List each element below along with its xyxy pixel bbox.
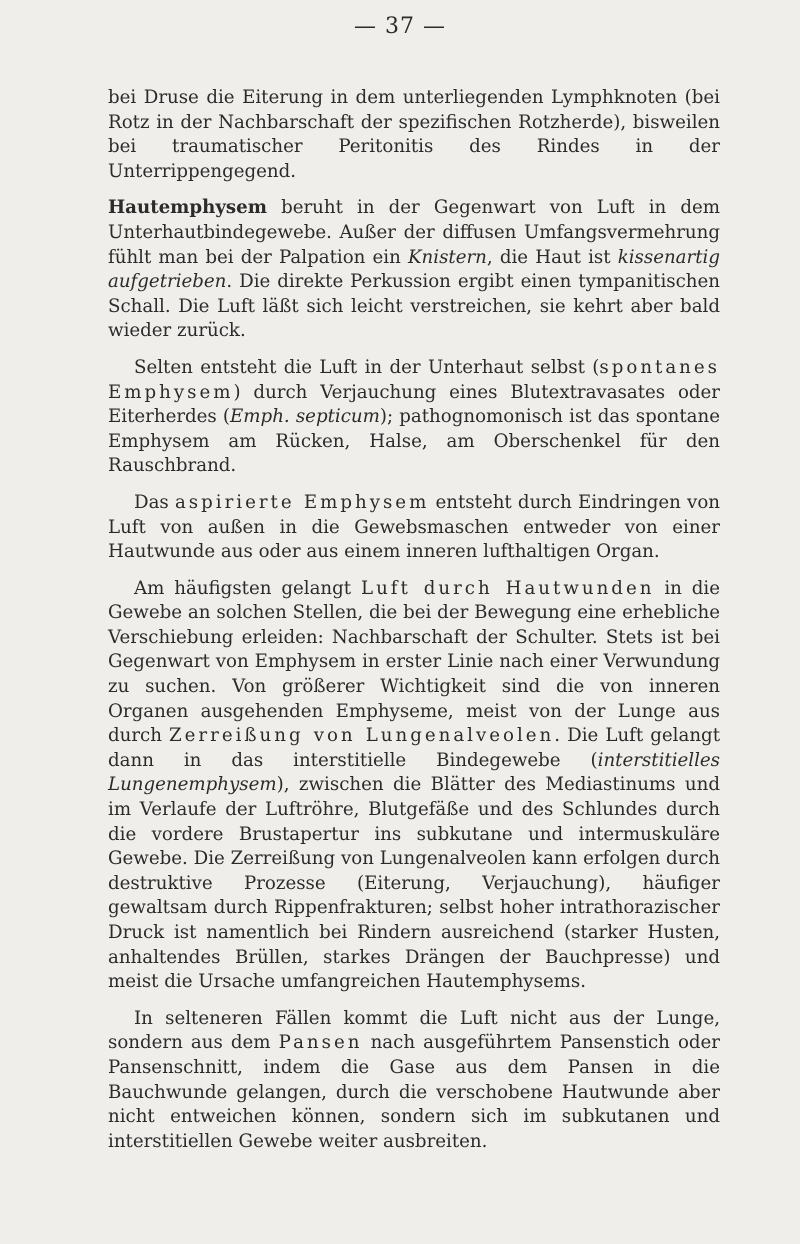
heading-hautemphysem: Hautemphysem: [108, 197, 267, 219]
paragraph-5-spaced-b: Zerreißung von Lungenalveolen: [169, 725, 555, 747]
paragraph-2-text-a: beruht in der Gegenwart von Luft in dem Unterhautbindegewebe. Außer der diffusen Umfangsvermehrung fühlt man bei der Palpation ein: [108, 197, 720, 268]
page-number: — 37 —: [354, 14, 446, 39]
paragraph-4-text-a: Das: [134, 491, 175, 513]
paragraph-2: [108, 196, 720, 344]
paragraph-4-spaced: aspirierte Emphysem: [174, 491, 430, 513]
paragraph-5-text-a: Am häufigsten gelangt: [134, 577, 361, 599]
paragraph-6-text-a: In selteneren Fällen kommt die Luft nicht aus der Lunge, sondern aus dem: [108, 1007, 720, 1054]
paragraph-5: [108, 577, 720, 995]
paragraph-2-italic-a: Knistern: [407, 246, 487, 268]
paragraph-5-text-d: ), zwischen die Blätter des Mediastinums und im Verlaufe der Luftröhre, Blutgefäße und des Schlundes durch die vordere Brustapertur ins subkutane und intermuskuläre Gewebe. Die Zerreißung von Lungenalveolen kann erfolgen durch destruktive Prozesse (Eiterung, Verjauchung), häufiger gewaltsam durch Rippenfrakturen; selbst hoher intrathorazischer Druck ist namentlich bei Rindern ausreichend (starker Husten, anhaltendes Brüllen, starkes Drängen der Bauchpresse) und meist die Ursache umfangreichen Hautemphysems.: [108, 774, 720, 993]
paragraph-4: [108, 491, 720, 565]
paragraph-5-italic: interstitielles Lungenemphysem: [108, 749, 720, 796]
paragraph-2-text-c: . Die direkte Perkussion ergibt einen tympanitischen Schall. Die Luft läßt sich leicht verstreichen, sie kehrt aber bald wieder zurück.: [108, 271, 720, 342]
body-text: [108, 86, 720, 1154]
paragraph-1-text: bei Druse die Eiterung in dem unterliegenden Lymphknoten (bei Rotz in der Nachbarschaft der spezifischen Rotzherde), bisweilen bei traumatischer Peritonitis des Rindes in der Unterrippengegend.: [108, 87, 720, 182]
paragraph-3: [108, 356, 720, 479]
paragraph-2-text-b: , die Haut ist: [486, 246, 618, 268]
paragraph-3-italic: Emph. septicum: [230, 406, 380, 428]
paragraph-5-spaced-a: Luft durch Hautwunden: [361, 577, 655, 599]
paragraph-6-spaced: Pansen: [278, 1032, 363, 1054]
paragraph-1: [108, 86, 720, 184]
paragraph-5-text-c: . Die Luft gelangt dann in das interstitielle Bindegewebe (: [108, 725, 721, 771]
paragraph-5-text-b: in die Gewebe an solchen Stellen, die bei der Bewegung eine erhebliche Verschiebung erleiden: Nachbarschaft der Schulter. Stets ist bei Gegenwart von Emphysem in erster Linie nach einer Verwundung zu suchen. Von größerer Wichtigkeit sind die von inneren Organen ausgehenden Emphyseme, meist von der Lunge aus durch: [108, 577, 720, 747]
paragraph-6: [108, 1007, 720, 1155]
paragraph-3-text-b: ) durch Verjauchung eines Blutextravasates oder Eiterherdes (: [108, 381, 720, 428]
paragraph-3-text-c: ); pathognomonisch ist das spontane Emphysem am Rücken, Halse, am Oberschenkel für den Rauschbrand.: [108, 406, 721, 477]
paragraph-4-text-b: entsteht durch Eindringen von Luft von außen in die Gewebsmaschen entweder von einer Hautwunde aus oder aus einem inneren lufthaltigen Organ.: [108, 491, 720, 563]
paragraph-2-italic-b: kissenartig aufgetrieben: [108, 246, 720, 293]
paragraph-3-text-a: Selten entsteht die Luft in der Unterhaut selbst (: [134, 356, 600, 378]
paragraph-3-spaced: spontanes Emphysem: [108, 356, 720, 403]
paragraph-6-text-b: nach ausgeführtem Pansenstich oder Pansenschnitt, indem die Gase aus dem Pansen in die Bauchwunde gelangen, durch die verschobene Hautwunde aber nicht entweichen können, sondern sich im subkutanen und interstitiellen Gewebe weiter ausbreiten.: [108, 1032, 720, 1152]
